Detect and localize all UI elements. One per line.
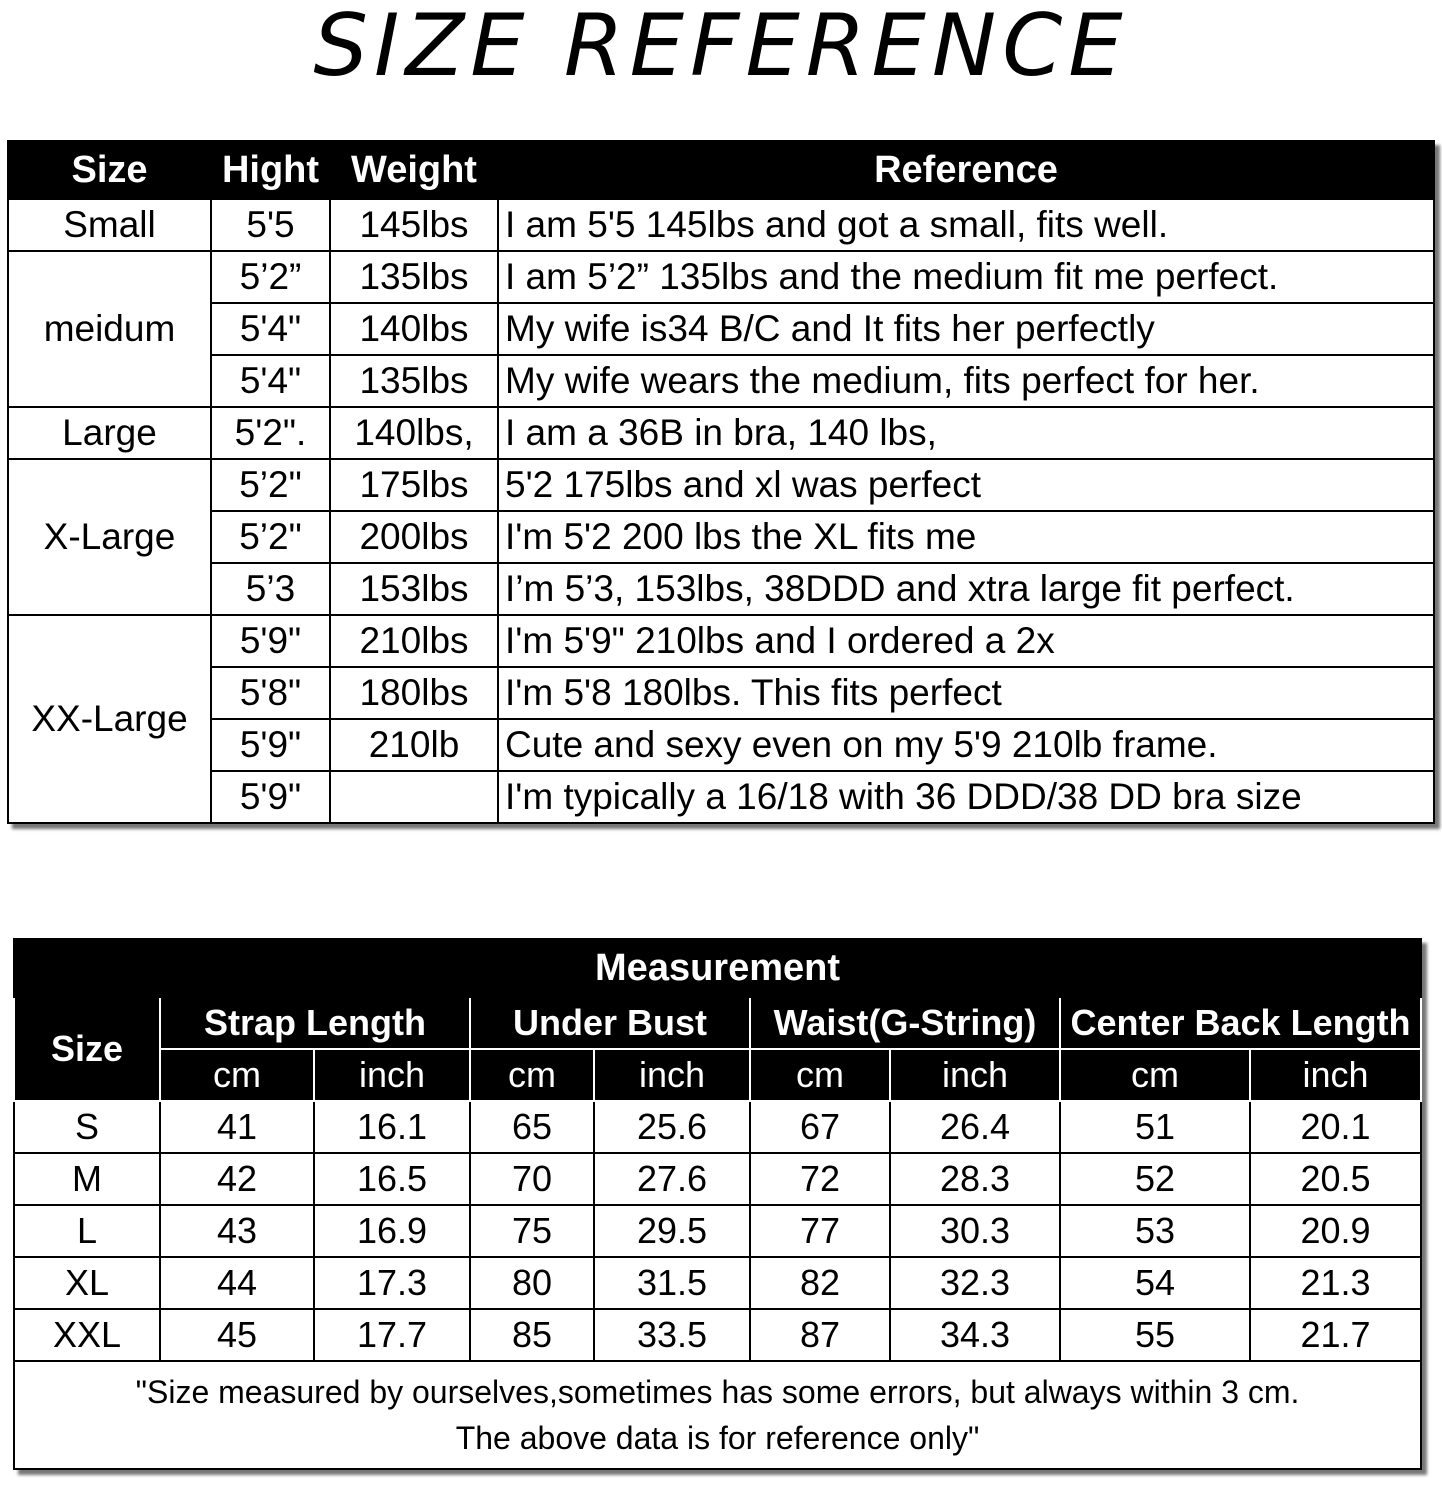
value-cell: 52 (1060, 1153, 1250, 1205)
height-cell: 5'4" (211, 355, 330, 407)
value-cell: 29.5 (594, 1205, 750, 1257)
reference-cell: My wife wears the medium, fits perfect for her. (498, 355, 1434, 407)
unit-header-inch: inch (1250, 1049, 1421, 1101)
table-row (14, 1101, 1421, 1153)
page-title: SIZE REFERENCE (313, 0, 1129, 96)
group-header-center-back-length: Center Back Length (1060, 997, 1421, 1049)
value-cell: 80 (470, 1257, 594, 1309)
table-row (8, 251, 1434, 303)
measurement-note (14, 1361, 1421, 1469)
value-cell: 20.9 (1250, 1205, 1421, 1257)
value-cell: 16.1 (314, 1101, 470, 1153)
value-cell: 44 (160, 1257, 314, 1309)
table-row (8, 199, 1434, 251)
weight-cell: 210lb (330, 719, 498, 771)
value-cell: 21.3 (1250, 1257, 1421, 1309)
value-cell: 54 (1060, 1257, 1250, 1309)
height-cell: 5’2" (211, 459, 330, 511)
table-row (14, 1153, 1421, 1205)
weight-cell: 135lbs (330, 355, 498, 407)
reference-cell: 5'2 175lbs and xl was perfect (498, 459, 1434, 511)
value-cell: 20.1 (1250, 1101, 1421, 1153)
reference-cell: My wife is34 B/C and It fits her perfectly (498, 303, 1434, 355)
height-cell: 5'4" (211, 303, 330, 355)
group-header-under-bust: Under Bust (470, 997, 750, 1049)
height-cell: 5'5 (211, 199, 330, 251)
table-row (14, 1257, 1421, 1309)
size-cell: XL (14, 1257, 160, 1309)
size-cell: S (14, 1101, 160, 1153)
measurement-note-line-2: The above data is for reference only" (455, 1420, 980, 1456)
header-reference: Reference (498, 141, 1434, 199)
value-cell: 42 (160, 1153, 314, 1205)
table-row (8, 407, 1434, 459)
value-cell: 30.3 (890, 1205, 1060, 1257)
table-row (14, 1309, 1421, 1361)
size-cell: Small (8, 199, 211, 251)
size-cell: X-Large (8, 459, 211, 615)
value-cell: 17.7 (314, 1309, 470, 1361)
table-row (8, 355, 1434, 407)
reference-cell: Cute and sexy even on my 5'9 210lb frame. (498, 719, 1434, 771)
size-cell: Large (8, 407, 211, 459)
reference-header-row (8, 141, 1434, 199)
header-size: Size (8, 141, 211, 199)
reference-cell: I am 5’2” 135lbs and the medium fit me perfect. (498, 251, 1434, 303)
weight-cell: 200lbs (330, 511, 498, 563)
measurement-size-header: Size (14, 997, 160, 1101)
table-row (8, 771, 1434, 823)
weight-cell: 140lbs (330, 303, 498, 355)
height-cell: 5'9" (211, 615, 330, 667)
height-cell: 5’3 (211, 563, 330, 615)
value-cell: 26.4 (890, 1101, 1060, 1153)
value-cell: 85 (470, 1309, 594, 1361)
weight-cell: 210lbs (330, 615, 498, 667)
weight-cell (330, 771, 498, 823)
value-cell: 65 (470, 1101, 594, 1153)
size-reference-table (7, 140, 1435, 824)
height-cell: 5’2” (211, 251, 330, 303)
unit-header-inch: inch (890, 1049, 1060, 1101)
size-cell: M (14, 1153, 160, 1205)
value-cell: 70 (470, 1153, 594, 1205)
height-cell: 5'9" (211, 719, 330, 771)
value-cell: 45 (160, 1309, 314, 1361)
value-cell: 43 (160, 1205, 314, 1257)
size-cell: XX-Large (8, 615, 211, 823)
reference-cell: I'm 5'9" 210lbs and I ordered a 2x (498, 615, 1434, 667)
weight-cell: 145lbs (330, 199, 498, 251)
value-cell: 20.5 (1250, 1153, 1421, 1205)
note-row (14, 1361, 1421, 1469)
unit-header-cm: cm (160, 1049, 314, 1101)
weight-cell: 140lbs, (330, 407, 498, 459)
unit-header-cm: cm (470, 1049, 594, 1101)
value-cell: 87 (750, 1309, 890, 1361)
value-cell: 82 (750, 1257, 890, 1309)
table-row (8, 303, 1434, 355)
unit-header-cm: cm (1060, 1049, 1250, 1101)
height-cell: 5’2" (211, 511, 330, 563)
weight-cell: 135lbs (330, 251, 498, 303)
table-row (8, 459, 1434, 511)
value-cell: 55 (1060, 1309, 1250, 1361)
value-cell: 33.5 (594, 1309, 750, 1361)
size-cell: meidum (8, 251, 211, 407)
reference-cell: I’m 5’3, 153lbs, 38DDD and xtra large fit perfect. (498, 563, 1434, 615)
reference-cell: I'm typically a 16/18 with 36 DDD/38 DD bra size (498, 771, 1434, 823)
size-cell: XXL (14, 1309, 160, 1361)
weight-cell: 175lbs (330, 459, 498, 511)
value-cell: 41 (160, 1101, 314, 1153)
weight-cell: 180lbs (330, 667, 498, 719)
value-cell: 31.5 (594, 1257, 750, 1309)
value-cell: 34.3 (890, 1309, 1060, 1361)
height-cell: 5'8" (211, 667, 330, 719)
measurement-title: Measurement (14, 939, 1421, 997)
unit-header-inch: inch (314, 1049, 470, 1101)
unit-header-inch: inch (594, 1049, 750, 1101)
table-row (8, 719, 1434, 771)
value-cell: 17.3 (314, 1257, 470, 1309)
header-weight: Weight (330, 141, 498, 199)
table-row (8, 667, 1434, 719)
table-row (14, 1205, 1421, 1257)
measurement-table (13, 938, 1422, 1470)
value-cell: 16.5 (314, 1153, 470, 1205)
reference-cell: I am 5'5 145lbs and got a small, fits well. (498, 199, 1434, 251)
weight-cell: 153lbs (330, 563, 498, 615)
value-cell: 27.6 (594, 1153, 750, 1205)
value-cell: 75 (470, 1205, 594, 1257)
header-height: Hight (211, 141, 330, 199)
reference-cell: I'm 5'2 200 lbs the XL fits me (498, 511, 1434, 563)
unit-header-cm: cm (750, 1049, 890, 1101)
size-cell: L (14, 1205, 160, 1257)
reference-cell: I'm 5'8 180lbs. This fits perfect (498, 667, 1434, 719)
value-cell: 51 (1060, 1101, 1250, 1153)
value-cell: 16.9 (314, 1205, 470, 1257)
table-row (8, 615, 1434, 667)
value-cell: 32.3 (890, 1257, 1060, 1309)
value-cell: 67 (750, 1101, 890, 1153)
height-cell: 5'9" (211, 771, 330, 823)
table-row (8, 563, 1434, 615)
table-row (8, 511, 1434, 563)
group-header-strap-length: Strap Length (160, 997, 470, 1049)
height-cell: 5'2". (211, 407, 330, 459)
measurement-note-line-1: "Size measured by ourselves,sometimes has some errors, but always within 3 cm. (135, 1374, 1300, 1410)
reference-cell: I am a 36B in bra, 140 lbs, (498, 407, 1434, 459)
group-header-waist: Waist(G-String) (750, 997, 1060, 1049)
value-cell: 28.3 (890, 1153, 1060, 1205)
value-cell: 72 (750, 1153, 890, 1205)
value-cell: 21.7 (1250, 1309, 1421, 1361)
value-cell: 77 (750, 1205, 890, 1257)
value-cell: 25.6 (594, 1101, 750, 1153)
value-cell: 53 (1060, 1205, 1250, 1257)
